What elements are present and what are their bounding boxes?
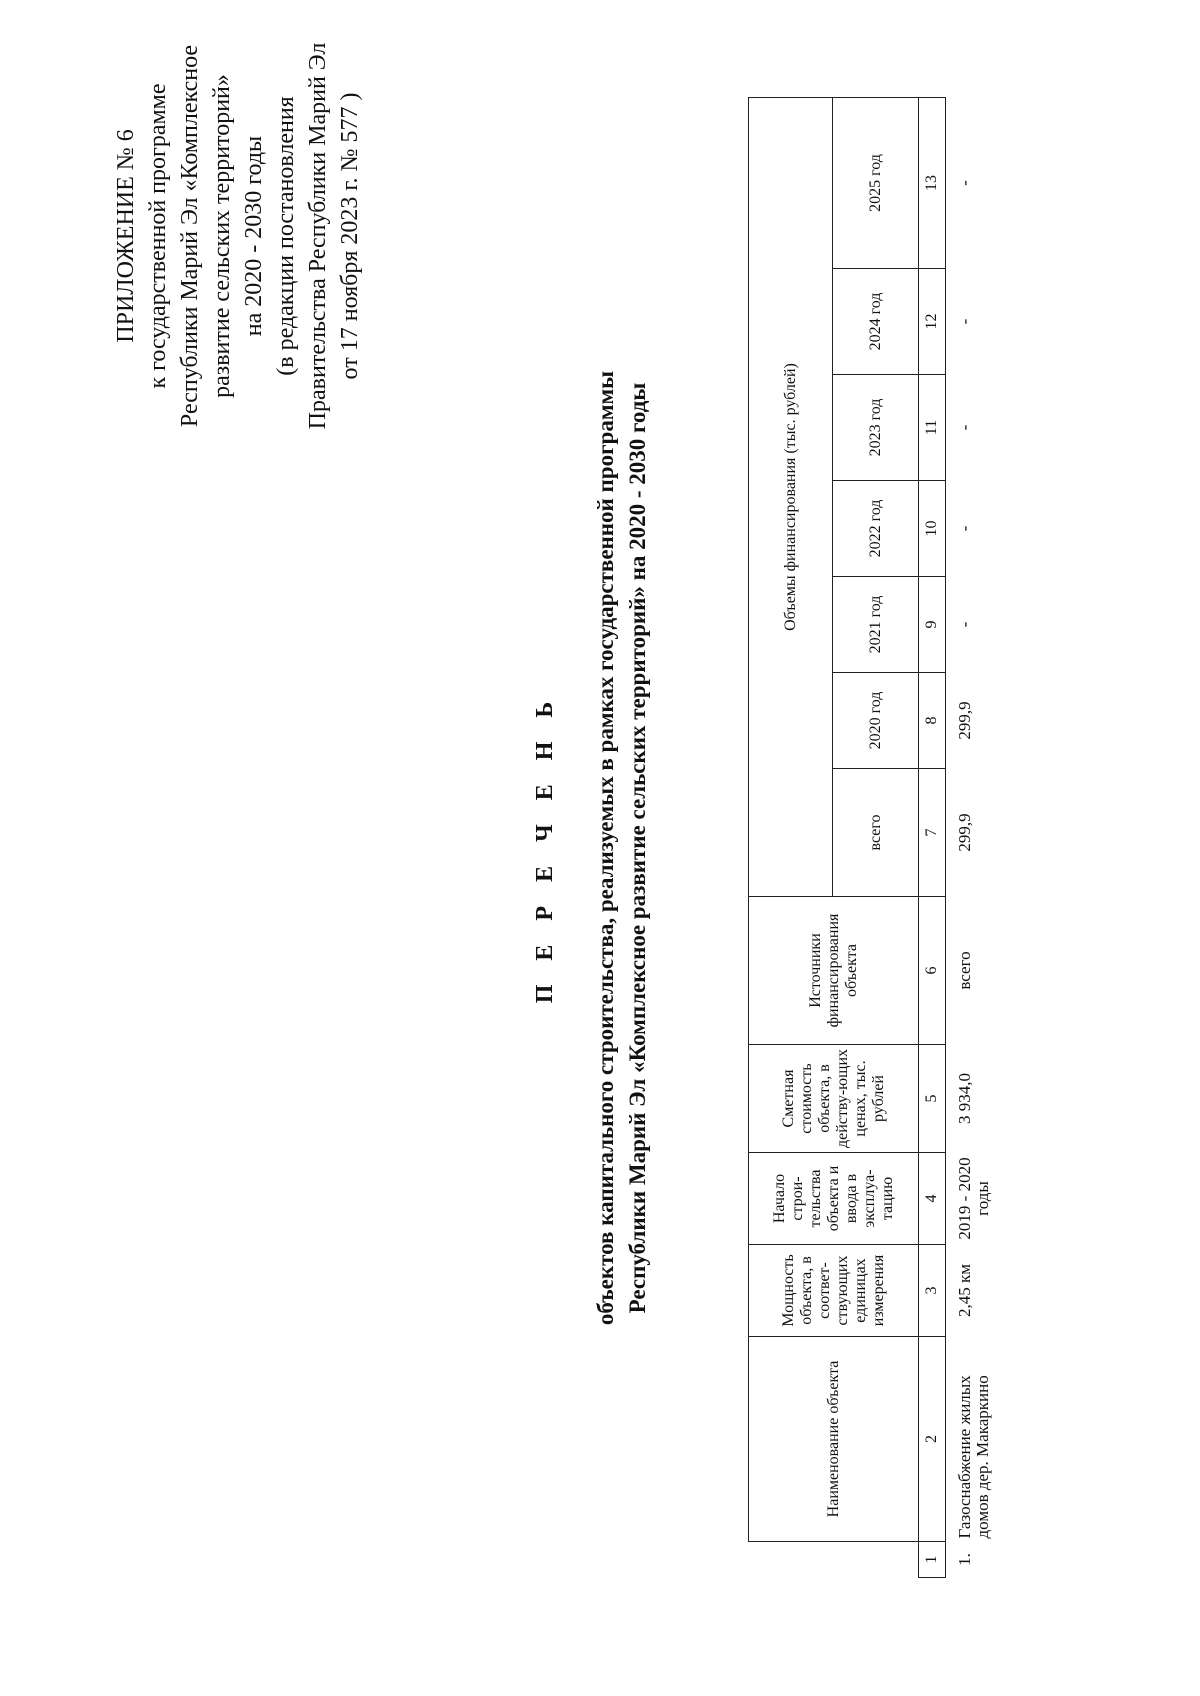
appendix-line: Республики Марий Эл «Комплексное (177, 44, 203, 428)
column-number-row (919, 97, 946, 1577)
column-number: 13 (919, 97, 946, 268)
header-volumes: Объемы финансирования (тыс. рублей) (749, 97, 833, 896)
object-period: 2019 - 2020 годы (955, 1157, 992, 1240)
document-title: П Е Р Е Ч Е Н Ь (532, 692, 558, 1004)
funding-2024: - (955, 318, 974, 325)
appendix-line: ПРИЛОЖЕНИЕ № 6 (113, 129, 139, 343)
column-number: 6 (919, 897, 946, 1045)
appendix-line: к государственной программе (145, 83, 171, 389)
column-number: 7 (919, 769, 946, 897)
header-name: Наименование объекта (749, 1337, 919, 1542)
funding-source: всего (955, 951, 974, 990)
column-number: 2 (919, 1337, 946, 1542)
object-name: Газоснабжение жилых домов дер. Макаркино (955, 1375, 992, 1539)
row-number: 1. (955, 1553, 974, 1566)
object-cost: 3 934,0 (955, 1073, 974, 1124)
document-subtitle (590, 0, 654, 1696)
column-number: 12 (919, 269, 946, 375)
appendix-line: Правительства Республики Марий Эл (305, 42, 331, 430)
subtitle-line: объектов капитального строительства, реализуемых в рамках государственной программы (593, 370, 618, 1326)
table-row (946, 97, 995, 1577)
header-year-2023: 2023 год (833, 375, 919, 481)
column-number: 1 (919, 1542, 946, 1578)
header-row (749, 97, 833, 1577)
header-year-2021: 2021 год (833, 577, 919, 673)
appendix-line: развитие сельских территорий» (209, 74, 235, 398)
header-year-2020: 2020 год (833, 673, 919, 769)
appendix-line: на 2020 - 2030 годы (241, 135, 267, 337)
header-year-2022: 2022 год (833, 481, 919, 577)
column-number: 8 (919, 673, 946, 769)
funding-2020: 299,9 (955, 701, 974, 740)
funding-2023: - (955, 424, 974, 431)
header-start: Начало строи-тельства объекта и ввода в эксплуа-тацию (749, 1153, 919, 1245)
appendix-header (110, 26, 366, 446)
header-year-2025: 2025 год (833, 97, 919, 268)
header-cost: Сметная стоимость объекта, в действу-ющих ценах, тыс. рублей (749, 1045, 919, 1153)
funding-total: 299,9 (955, 813, 974, 852)
header-sources: Источники финансирования объекта (749, 897, 919, 1045)
column-number: 4 (919, 1153, 946, 1245)
header-capacity: Мощность объекта, в соответ-ствующих единицах измерения (749, 1245, 919, 1337)
funding-2022: - (955, 525, 974, 532)
header-year-2024: 2024 год (833, 269, 919, 375)
appendix-line: от 17 ноября 2023 г. № 577 ) (337, 92, 363, 380)
column-number: 3 (919, 1245, 946, 1337)
appendix-line: (в редакции постановления (273, 96, 299, 376)
object-capacity: 2,45 км (955, 1263, 974, 1318)
subtitle-line: Республики Марий Эл «Комплексное развитие сельских территорий» на 2020 - 2030 годы (625, 382, 650, 1314)
funding-2025: - (955, 180, 974, 186)
column-number: 5 (919, 1045, 946, 1153)
header-number-blank (749, 1542, 919, 1578)
column-number: 9 (919, 577, 946, 673)
column-number: 11 (919, 375, 946, 481)
objects-table (748, 97, 994, 1578)
funding-2021: - (955, 621, 974, 628)
header-total: всего (833, 769, 919, 897)
column-number: 10 (919, 481, 946, 577)
